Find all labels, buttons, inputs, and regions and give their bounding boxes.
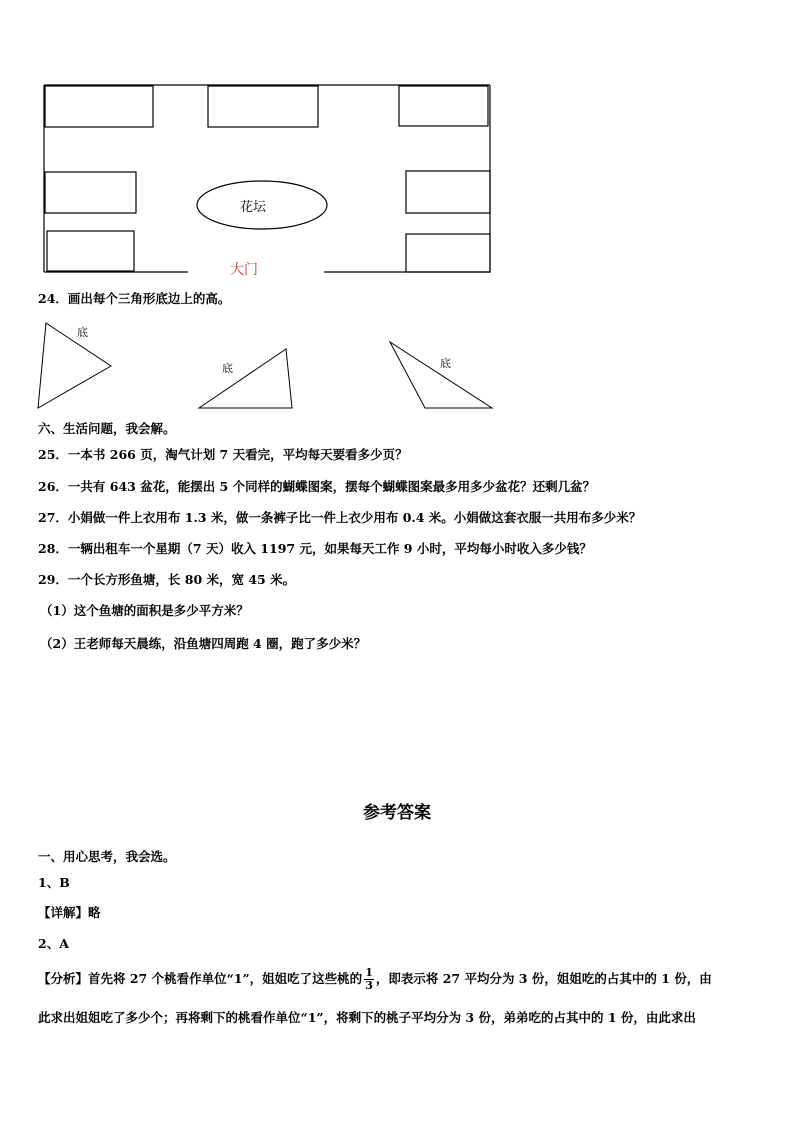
answer-2-analysis-line1	[38, 965, 712, 993]
q29-text: 29．一个长方形鱼塘，长 80 米，宽 45 米。	[38, 572, 296, 587]
fraction-numerator: 1	[365, 966, 373, 979]
q28-text: 28．一辆出租车一个星期（7 天）收入 1197 元，如果每天工作 9 小时，平均每小时收入多少钱？	[38, 541, 592, 556]
flower-bed-label: 花坛	[239, 200, 267, 215]
q27-text: 27．小娟做一件上衣用布 1.3 米，做一条裤子比一件上衣少用布 0.4 米。小娟做这套衣服一共用布多少米？	[38, 510, 642, 525]
answer-2-analysis-line2: 此求出姐姐吃了多少个；再将剩下的桃看作单位“1”，将剩下的桃子平均分为 3 份，弟弟吃的占其中的 1 份，由此求出	[38, 1010, 696, 1025]
q29-part2: （2）王老师每天晨练，沿鱼塘四周跑 4 圈，跑了多少米？	[40, 636, 367, 651]
triangle-2-base-label: 底	[222, 362, 233, 375]
triangle-3	[390, 342, 492, 408]
answers-section1: 一、用心思考，我会选。	[38, 849, 176, 864]
triangle-1	[38, 323, 111, 408]
q25-text: 25．一本书 266 页，淘气计划 7 天看完，平均每天要看多少页？	[38, 447, 408, 462]
fraction-denominator: 3	[365, 979, 373, 992]
triangle-1-base-label: 底	[77, 326, 88, 339]
triangles-diagram	[0, 0, 794, 420]
answers-title: 参考答案	[363, 803, 431, 823]
q29-part1: （1）这个鱼塘的面积是多少平方米？	[40, 603, 249, 618]
answer-2-analysis-part2: ，即表示将 27 平均分为 3 份，姐姐吃的占其中的 1 份，由	[375, 971, 712, 986]
q24-text: 24．画出每个三角形底边上的高。	[38, 291, 231, 306]
answer-2: 2、A	[38, 936, 69, 951]
answer-2-analysis-part1: 【分析】首先将 27 个桃看作单位“1”，姐姐吃了这些桃的	[38, 971, 363, 986]
answer-1-detail: 【详解】略	[38, 905, 101, 920]
gate-label: 大门	[230, 262, 258, 278]
triangle-2	[199, 349, 292, 408]
triangle-3-base-label: 底	[440, 357, 451, 370]
fraction-one-third	[364, 967, 374, 992]
q26-text: 26．一共有 643 盆花，能摆出 5 个同样的蝴蝶图案，摆每个蝴蝶图案最多用多少盆花？还剩几盆？	[38, 479, 596, 494]
answer-1: 1、B	[38, 875, 70, 890]
section6-heading: 六、生活问题，我会解。	[38, 421, 176, 436]
